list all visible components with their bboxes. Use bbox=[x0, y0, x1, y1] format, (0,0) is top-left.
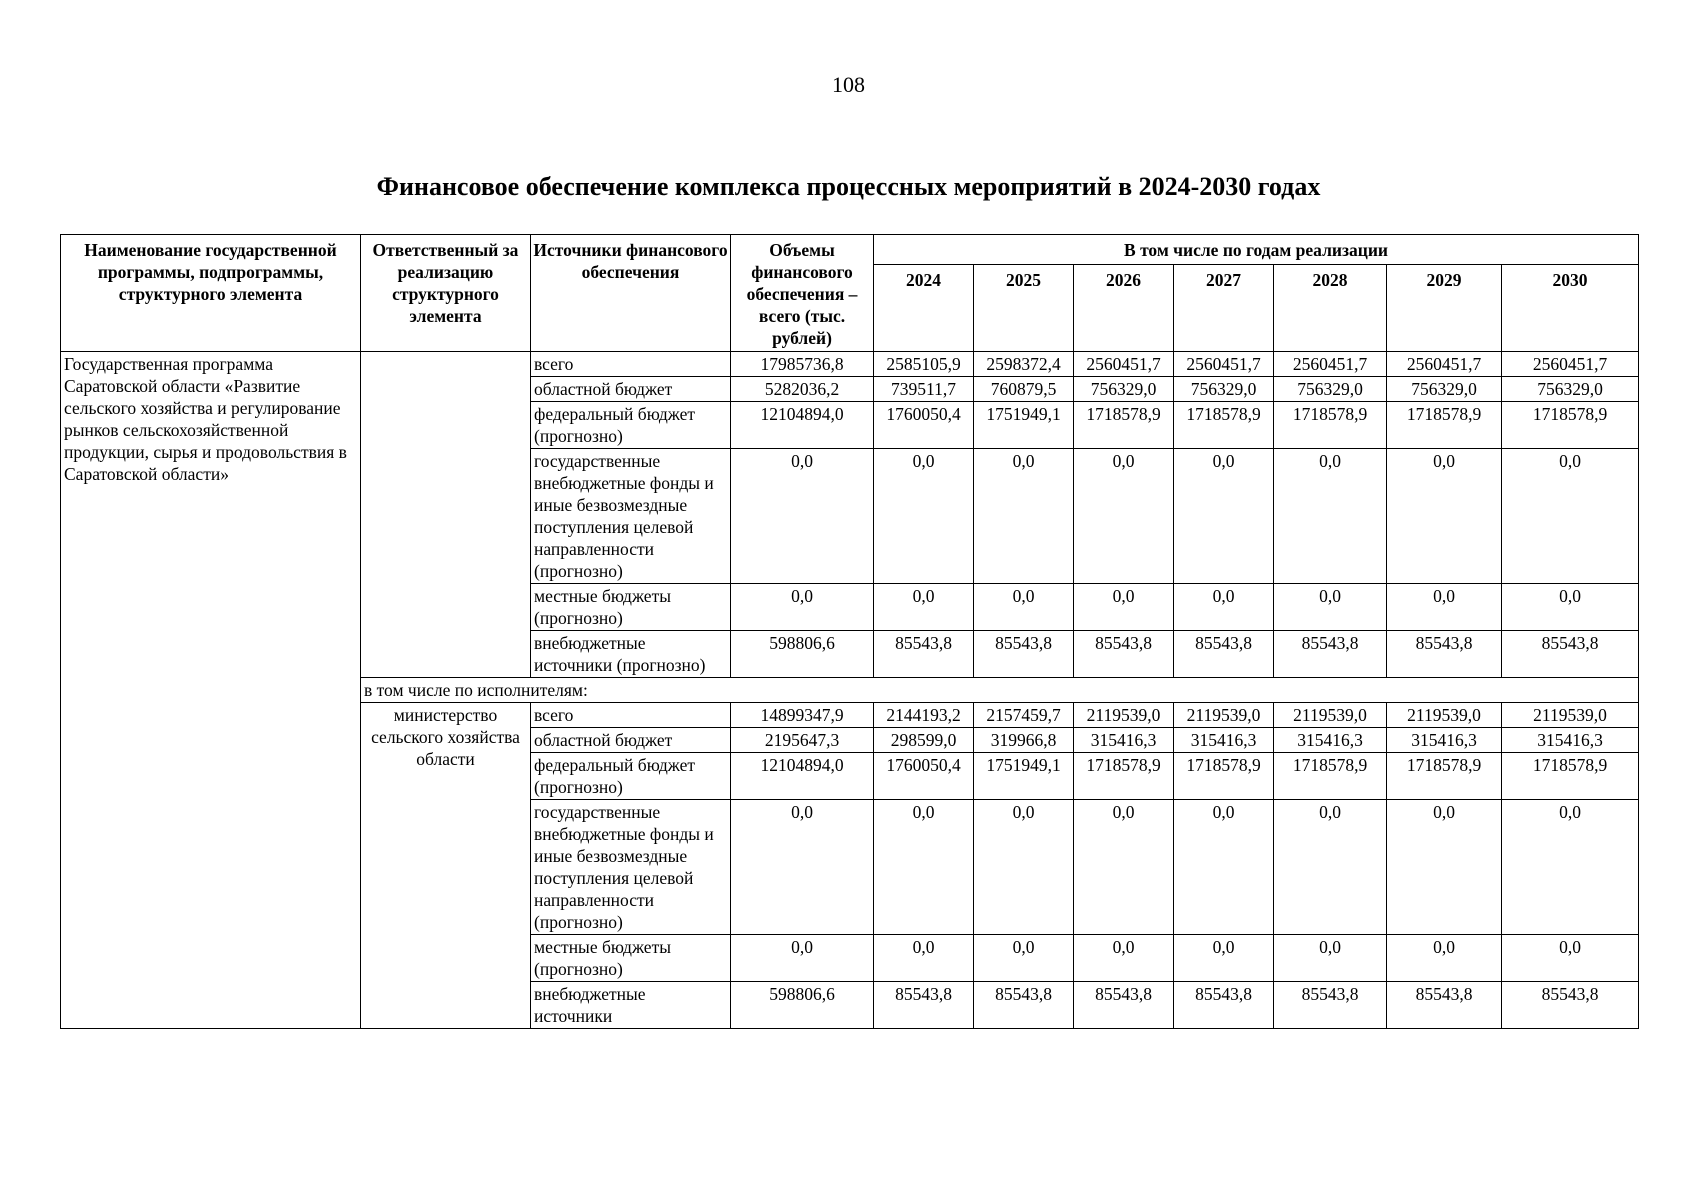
program-name: Государственная программа Саратовской области «Развитие сельского хозяйства и регулирование рынков сельскохозяйственной продукции, сырья и продовольствия в Саратовской области» bbox=[61, 352, 361, 1029]
year-value: 760879,5 bbox=[974, 377, 1074, 402]
year-value: 0,0 bbox=[1387, 449, 1502, 584]
total-value: 17985736,8 bbox=[731, 352, 874, 377]
year-value: 0,0 bbox=[1274, 935, 1387, 982]
funding-source: областной бюджет bbox=[531, 728, 731, 753]
funding-source: федеральный бюджет (прогнозно) bbox=[531, 753, 731, 800]
total-value: 0,0 bbox=[731, 935, 874, 982]
year-value: 0,0 bbox=[874, 800, 974, 935]
year-value: 1718578,9 bbox=[1174, 753, 1274, 800]
year-value: 315416,3 bbox=[1074, 728, 1174, 753]
header-volume: Объемы финансового обеспечения – всего (тыс. рублей) bbox=[731, 235, 874, 352]
header-year: 2025 bbox=[974, 265, 1074, 352]
header-year: 2026 bbox=[1074, 265, 1174, 352]
year-value: 2598372,4 bbox=[974, 352, 1074, 377]
funding-source: всего bbox=[531, 703, 731, 728]
year-value: 85543,8 bbox=[874, 982, 974, 1029]
funding-source: федеральный бюджет (прогнозно) bbox=[531, 402, 731, 449]
header-year: 2027 bbox=[1174, 265, 1274, 352]
year-value: 0,0 bbox=[1387, 800, 1502, 935]
year-value: 0,0 bbox=[874, 449, 974, 584]
year-value: 0,0 bbox=[1387, 935, 1502, 982]
total-value: 0,0 bbox=[731, 449, 874, 584]
year-value: 2144193,2 bbox=[874, 703, 974, 728]
total-value: 598806,6 bbox=[731, 631, 874, 678]
year-value: 0,0 bbox=[1502, 935, 1639, 982]
year-value: 2560451,7 bbox=[1274, 352, 1387, 377]
year-value: 756329,0 bbox=[1174, 377, 1274, 402]
year-value: 0,0 bbox=[1074, 449, 1174, 584]
funding-source: областной бюджет bbox=[531, 377, 731, 402]
year-value: 756329,0 bbox=[1502, 377, 1639, 402]
year-value: 1718578,9 bbox=[1074, 753, 1174, 800]
year-value: 1718578,9 bbox=[1274, 402, 1387, 449]
year-value: 85543,8 bbox=[1174, 631, 1274, 678]
year-value: 85543,8 bbox=[874, 631, 974, 678]
header-year: 2030 bbox=[1502, 265, 1639, 352]
year-value: 319966,8 bbox=[974, 728, 1074, 753]
year-value: 0,0 bbox=[974, 800, 1074, 935]
year-value: 1718578,9 bbox=[1274, 753, 1387, 800]
year-value: 85543,8 bbox=[1074, 982, 1174, 1029]
year-value: 298599,0 bbox=[874, 728, 974, 753]
year-value: 1760050,4 bbox=[874, 753, 974, 800]
year-value: 2157459,7 bbox=[974, 703, 1074, 728]
total-value: 5282036,2 bbox=[731, 377, 874, 402]
year-value: 0,0 bbox=[1502, 449, 1639, 584]
year-value: 0,0 bbox=[974, 935, 1074, 982]
executor-name: министерство сельского хозяйства области bbox=[361, 703, 531, 1029]
header-year: 2024 bbox=[874, 265, 974, 352]
header-responsible: Ответственный за реализацию структурного элемента bbox=[361, 235, 531, 352]
year-value: 756329,0 bbox=[1074, 377, 1174, 402]
year-value: 0,0 bbox=[1387, 584, 1502, 631]
year-value: 0,0 bbox=[974, 584, 1074, 631]
header-sources: Источники финансового обеспечения bbox=[531, 235, 731, 352]
year-value: 2560451,7 bbox=[1074, 352, 1174, 377]
year-value: 2560451,7 bbox=[1502, 352, 1639, 377]
header-year: 2028 bbox=[1274, 265, 1387, 352]
year-value: 1718578,9 bbox=[1074, 402, 1174, 449]
year-value: 1751949,1 bbox=[974, 753, 1074, 800]
year-value: 2119539,0 bbox=[1174, 703, 1274, 728]
year-value: 0,0 bbox=[1174, 935, 1274, 982]
year-value: 85543,8 bbox=[1074, 631, 1174, 678]
year-value: 1718578,9 bbox=[1502, 753, 1639, 800]
year-value: 2119539,0 bbox=[1074, 703, 1174, 728]
financing-table bbox=[60, 234, 1639, 1029]
year-value: 0,0 bbox=[874, 935, 974, 982]
year-value: 0,0 bbox=[1174, 800, 1274, 935]
total-value: 0,0 bbox=[731, 584, 874, 631]
total-value: 12104894,0 bbox=[731, 402, 874, 449]
year-value: 0,0 bbox=[1502, 800, 1639, 935]
year-value: 2560451,7 bbox=[1174, 352, 1274, 377]
year-value: 85543,8 bbox=[974, 631, 1074, 678]
year-value: 0,0 bbox=[1074, 800, 1174, 935]
funding-source: внебюджетные источники (прогнозно) bbox=[531, 631, 731, 678]
total-value: 598806,6 bbox=[731, 982, 874, 1029]
year-value: 1718578,9 bbox=[1174, 402, 1274, 449]
table-header bbox=[61, 235, 1639, 352]
table-body bbox=[61, 352, 1639, 1029]
year-value: 315416,3 bbox=[1274, 728, 1387, 753]
header-name: Наименование государственной программы, подпрограммы, структурного элемента bbox=[61, 235, 361, 352]
year-value: 85543,8 bbox=[1387, 631, 1502, 678]
year-value: 756329,0 bbox=[1387, 377, 1502, 402]
year-value: 0,0 bbox=[874, 584, 974, 631]
total-value: 0,0 bbox=[731, 800, 874, 935]
year-value: 85543,8 bbox=[1502, 982, 1639, 1029]
document-title: Финансовое обеспечение комплекса процессных мероприятий в 2024-2030 годах bbox=[376, 172, 1321, 201]
total-value: 12104894,0 bbox=[731, 753, 874, 800]
year-value: 0,0 bbox=[1174, 584, 1274, 631]
year-value: 1760050,4 bbox=[874, 402, 974, 449]
year-value: 85543,8 bbox=[1387, 982, 1502, 1029]
funding-source: государственные внебюджетные фонды и иные безвозмездные поступления целевой направленности (прогнозно) bbox=[531, 800, 731, 935]
year-value: 0,0 bbox=[1074, 584, 1174, 631]
year-value: 756329,0 bbox=[1274, 377, 1387, 402]
year-value: 0,0 bbox=[974, 449, 1074, 584]
year-value: 0,0 bbox=[1274, 449, 1387, 584]
page-number: 108 bbox=[832, 72, 865, 97]
funding-source: местные бюджеты (прогнозно) bbox=[531, 584, 731, 631]
total-value: 14899347,9 bbox=[731, 703, 874, 728]
year-value: 0,0 bbox=[1274, 800, 1387, 935]
year-value: 2585105,9 bbox=[874, 352, 974, 377]
executors-label: в том числе по исполнителям: bbox=[361, 678, 1639, 703]
year-value: 315416,3 bbox=[1502, 728, 1639, 753]
year-value: 2560451,7 bbox=[1387, 352, 1502, 377]
year-value: 0,0 bbox=[1174, 449, 1274, 584]
year-value: 85543,8 bbox=[1502, 631, 1639, 678]
year-value: 315416,3 bbox=[1174, 728, 1274, 753]
responsible-cell bbox=[361, 352, 531, 678]
year-value: 85543,8 bbox=[1274, 982, 1387, 1029]
year-value: 85543,8 bbox=[1174, 982, 1274, 1029]
year-value: 739511,7 bbox=[874, 377, 974, 402]
header-by-years: В том числе по годам реализации bbox=[874, 235, 1639, 265]
year-value: 2119539,0 bbox=[1387, 703, 1502, 728]
year-value: 1751949,1 bbox=[974, 402, 1074, 449]
year-value: 2119539,0 bbox=[1274, 703, 1387, 728]
funding-source: внебюджетные источники bbox=[531, 982, 731, 1029]
year-value: 85543,8 bbox=[974, 982, 1074, 1029]
year-value: 0,0 bbox=[1274, 584, 1387, 631]
table-row bbox=[61, 352, 1639, 377]
year-value: 85543,8 bbox=[1274, 631, 1387, 678]
funding-source: местные бюджеты (прогнозно) bbox=[531, 935, 731, 982]
total-value: 2195647,3 bbox=[731, 728, 874, 753]
year-value: 1718578,9 bbox=[1387, 402, 1502, 449]
header-year: 2029 bbox=[1387, 265, 1502, 352]
year-value: 1718578,9 bbox=[1502, 402, 1639, 449]
year-value: 0,0 bbox=[1074, 935, 1174, 982]
year-value: 2119539,0 bbox=[1502, 703, 1639, 728]
funding-source: всего bbox=[531, 352, 731, 377]
funding-source: государственные внебюджетные фонды и иные безвозмездные поступления целевой направленности (прогнозно) bbox=[531, 449, 731, 584]
year-value: 0,0 bbox=[1502, 584, 1639, 631]
year-value: 1718578,9 bbox=[1387, 753, 1502, 800]
year-value: 315416,3 bbox=[1387, 728, 1502, 753]
